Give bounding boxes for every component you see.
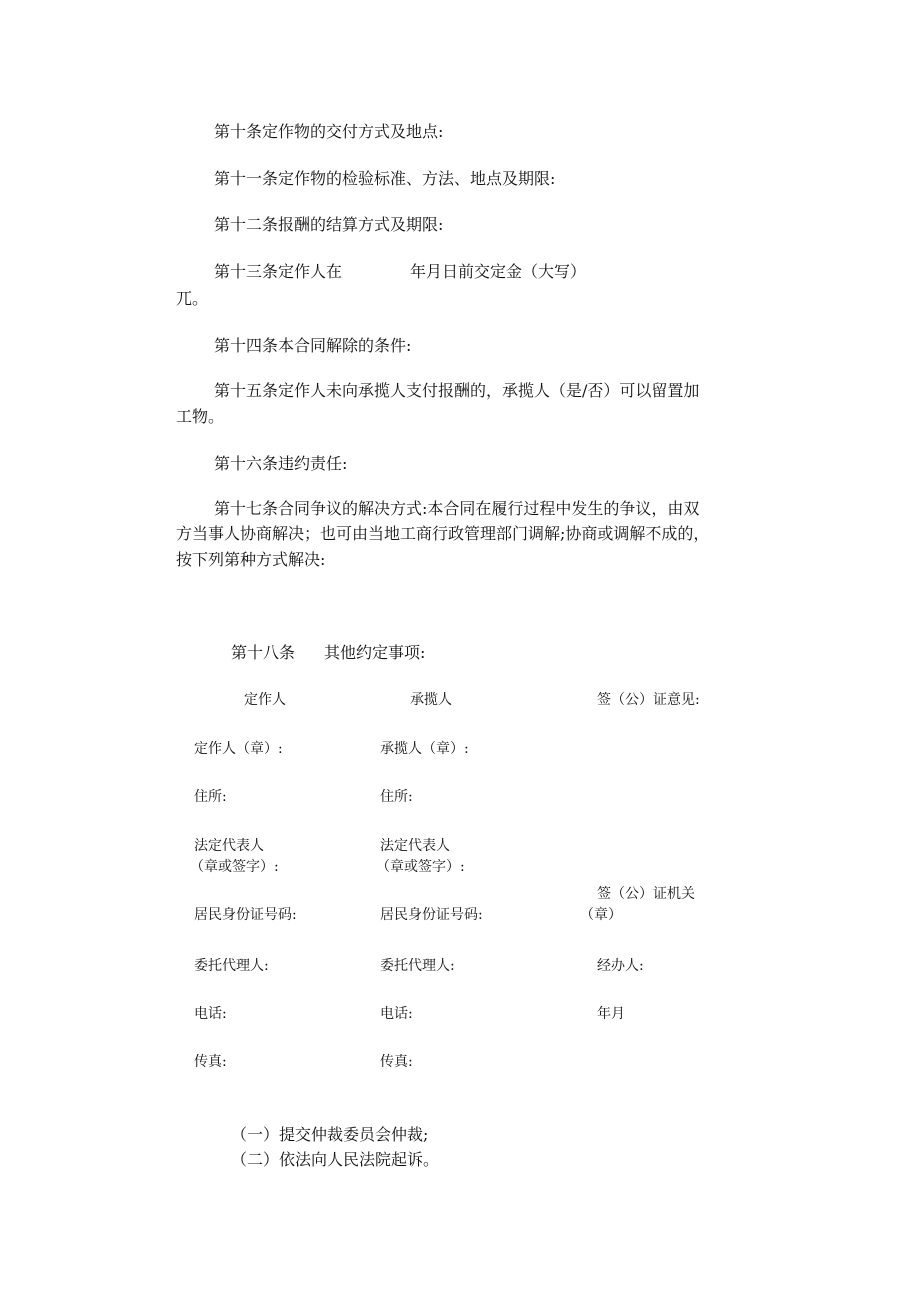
article-17-line2: 方当事人协商解决；也可由当地工商行政管理部门调解;协商或调解不成的，	[176, 524, 710, 543]
party-a-seal: 定作人（章）:	[194, 741, 283, 757]
article-13-line1-part1: 第十三条定作人在	[214, 262, 343, 281]
party-a-fax: 传真:	[194, 1054, 227, 1070]
article-18-number: 第十八条	[231, 643, 296, 662]
dispute-option-1: （一）提交仲裁委员会仲裁;	[231, 1125, 429, 1144]
article-14: 第十四条本合同解除的条件:	[214, 336, 412, 355]
party-a-agent: 委托代理人:	[194, 958, 269, 974]
party-a-legal-rep-sign: （章或签字）:	[190, 859, 279, 875]
party-b-id-number: 居民身份证号码:	[380, 907, 483, 923]
notary-authority-seal: （章）	[580, 907, 622, 923]
header-notary: 签（公）证意见:	[597, 692, 700, 708]
party-b-legal-rep: 法定代表人	[380, 838, 450, 854]
party-b-agent: 委托代理人:	[380, 958, 455, 974]
party-a-phone: 电话:	[194, 1006, 227, 1022]
article-13-line1-part2: 年月日前交定金（大写）	[410, 262, 587, 281]
header-party-b: 承揽人	[410, 692, 452, 708]
article-15-line2: 工物。	[176, 407, 225, 426]
dispute-option-2: （二）依法向人民法院起诉。	[231, 1150, 440, 1169]
party-b-phone: 电话:	[380, 1006, 413, 1022]
notary-date: 年月	[597, 1006, 625, 1022]
party-a-address: 住所:	[194, 789, 227, 805]
party-b-seal: 承揽人（章）:	[380, 741, 469, 757]
article-17-line1: 第十七条合同争议的解决方式:本合同在履行过程中发生的争议，由双	[214, 499, 700, 518]
article-17-line3: 按下列第种方式解决:	[176, 550, 326, 569]
article-11: 第十一条定作物的检验标准、方法、地点及期限:	[214, 169, 556, 188]
party-b-fax: 传真:	[380, 1054, 413, 1070]
article-15-line1: 第十五条定作人未向承揽人支付报酬的，承揽人（是/否）可以留置加	[214, 381, 700, 400]
party-a-legal-rep: 法定代表人	[194, 838, 264, 854]
notary-handler: 经办人:	[597, 958, 644, 974]
article-10: 第十条定作物的交付方式及地点:	[214, 122, 444, 141]
party-b-address: 住所:	[380, 789, 413, 805]
article-16: 第十六条违约责任:	[214, 454, 348, 473]
article-13-line2: 兀。	[176, 289, 209, 308]
header-party-a: 定作人	[244, 692, 286, 708]
party-a-id-number: 居民身份证号码:	[194, 907, 297, 923]
notary-authority: 签（公）证机关	[597, 886, 695, 902]
article-18-text: 其他约定事项:	[324, 643, 426, 662]
article-12: 第十二条报酬的结算方式及期限:	[214, 215, 444, 234]
party-b-legal-rep-sign: （章或签字）:	[376, 859, 465, 875]
